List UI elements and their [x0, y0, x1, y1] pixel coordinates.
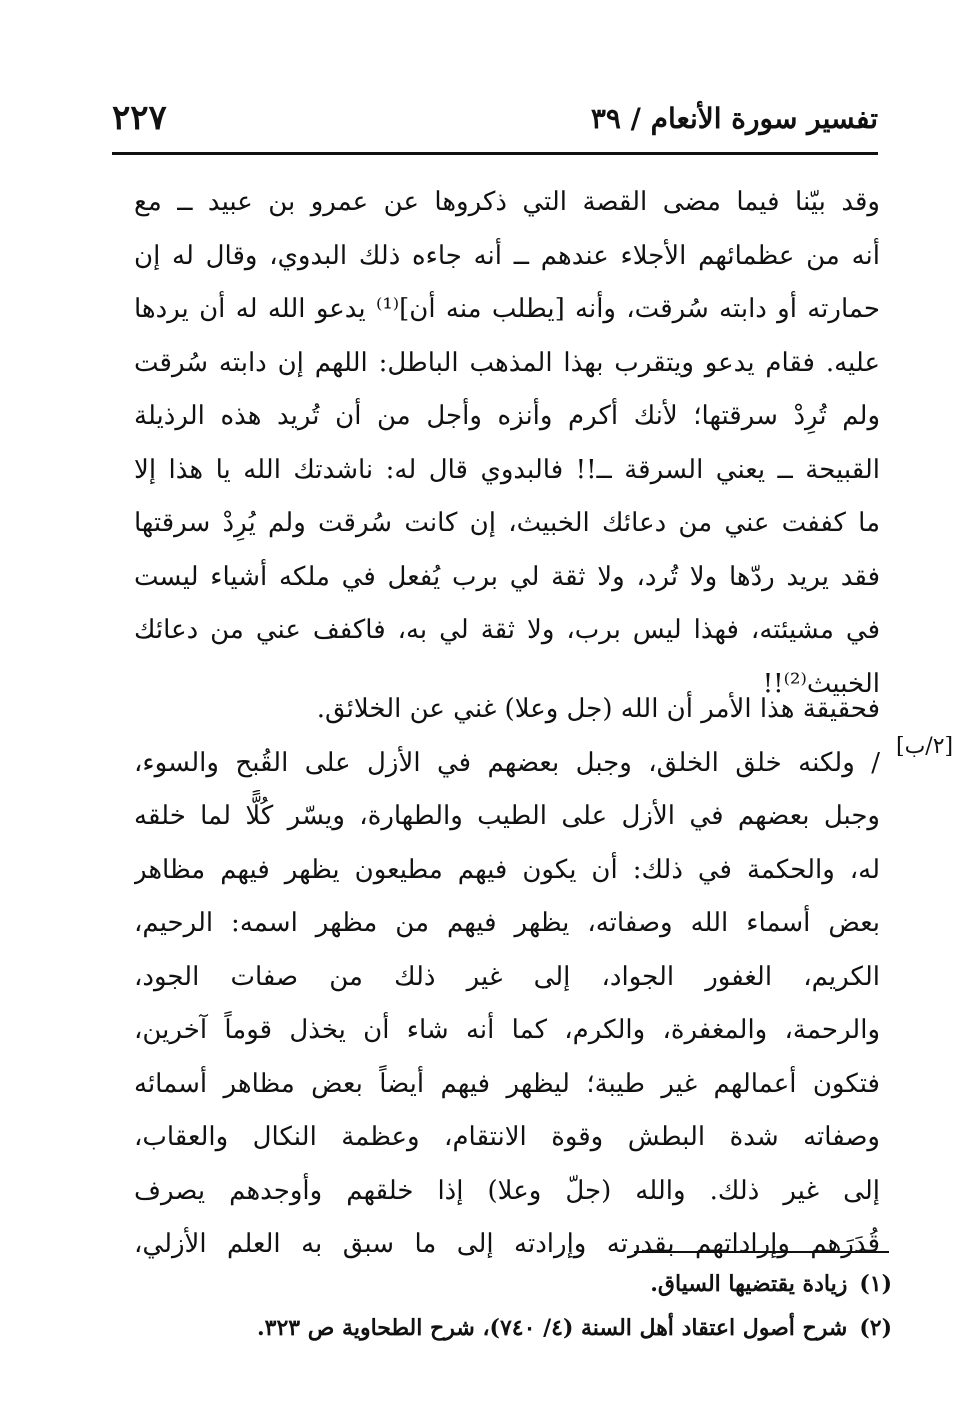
text-line: بعض أسماء الله وصفاته، يظهر فيهم من مظهر اسمه: الرحيم، [134, 908, 880, 938]
text-line: وجبل بعضهم في الأزل على الطيب والطهارة، ويسّر كُلًّا لما خلقه [134, 801, 880, 831]
running-title: تفسير سورة الأنعام / ٣٩ [590, 102, 878, 135]
text-line: ما كففت عني من دعائك الخبيث، إن كانت سُرقت ولم يُرِدْ سرقتها [134, 508, 880, 538]
text-line: والرحمة، والمغفرة، والكرم، كما أنه شاء أن يخذل قوماً آخرين، [134, 1015, 880, 1045]
footnote-2 [132, 1306, 892, 1350]
footnote-1 [132, 1262, 892, 1306]
text-line: إلى غير ذلك. والله (جلّ وعلا) إذا خلقهم وأوجدهم يصرف [134, 1175, 880, 1206]
footnote-text: شرح أصول اعتقاد أهل السنة (٤/ ٧٤٠)، شرح الطحاوية ص ٣٢٣. [257, 1315, 848, 1341]
text-line: فقد يريد ردّها ولا تُرد، ولا ثقة لي برب يُفعل في ملكه أشياء ليست [134, 561, 880, 592]
footnote-text: زيادة يقتضيها السياق. [650, 1271, 848, 1297]
text-line: ولم تُرِدْ سرقتها؛ لأنك أكرم وأنزه وأجل من أن تُريد هذه الرذيلة [134, 401, 880, 431]
text-line: فتكون أعمالهم غير طيبة؛ ليظهر فيهم أيضاً بعض مظاهر أسمائه [134, 1068, 880, 1099]
text-line: عليه. فقام يدعو ويتقرب بهذا المذهب الباطل: اللهم إن دابته سُرقت [134, 347, 880, 378]
text-line: أنه من عظمائهم الأجلاء عندهم ــ أنه جاءه ذلك البدوي، وقال له إن [134, 240, 880, 271]
paragraph-2 [134, 683, 880, 1272]
text-line: فحقيقة هذا الأمر أن الله (جل وعلا) غني عن الخلائق. [316, 694, 880, 724]
paragraph-1 [134, 176, 880, 711]
text-line: الخبيث⁽²⁾!! [762, 668, 880, 699]
text-line: قُدَرَهم وإراداتهم بقدرته وإرادته إلى ما سبق به العلم الأزلي، [134, 1229, 880, 1259]
text-line: القبيحة ــ يعني السرقة ــ!! فالبدوي قال له: ناشدتك الله يا هذا إلا [134, 454, 880, 485]
page-number: ٢٢٧ [112, 98, 167, 138]
footnote-number: (٢) [859, 1315, 892, 1341]
footnote-number: (١) [859, 1271, 892, 1297]
text-line: وقد بيّنا فيما مضى القصة التي ذكروها عن عمرو بن عبيد ــ مع [134, 187, 880, 217]
text-line: حمارته أو دابته سُرقت، وأنه [يطلب منه أن]⁽¹⁾ يدعو الله له أن يردها [134, 294, 880, 324]
footnotes [132, 1262, 892, 1350]
text-line: وصفاته شدة البطش وقوة الانتقام، وعظمة النكال والعقاب، [134, 1122, 880, 1152]
text-line: له، والحكمة في ذلك: أن يكون فيهم مطيعون يظهر فيهم مظاهر [134, 854, 880, 885]
text-line: / ولكنه خلق الخلق، وجبل بعضهم في الأزل على القُبح والسوء، [134, 747, 880, 778]
text-line: الكريم، الغفور الجواد، إلى غير ذلك من صفات الجود، [134, 961, 880, 992]
page-header [112, 92, 878, 155]
text-line: في مشيئته، فهذا ليس برب، ولا ثقة لي به، فاكفف عني من دعائك [134, 615, 880, 645]
footnote-divider [634, 1251, 889, 1253]
margin-folio-marker: [٢/ب] [896, 734, 954, 759]
